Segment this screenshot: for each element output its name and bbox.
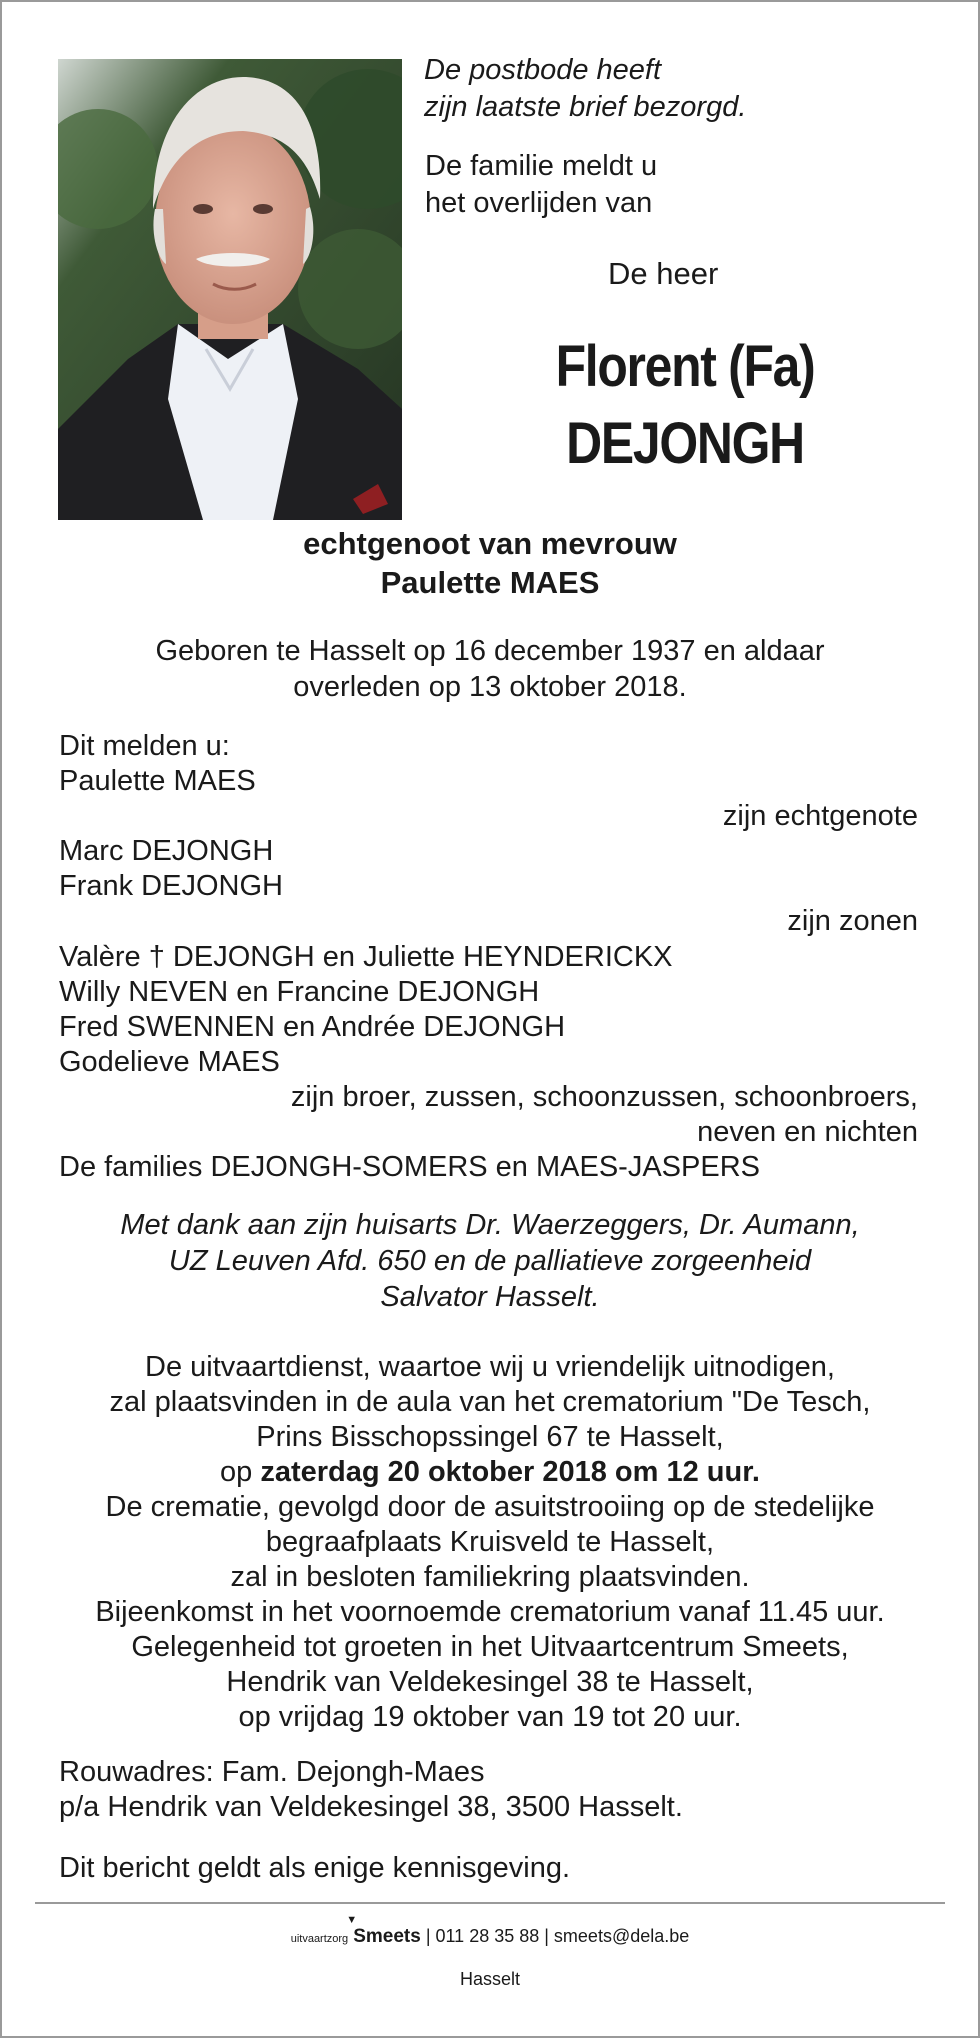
family-role: zijn echtgenote <box>722 800 918 832</box>
contact-info: | 011 28 35 88 | smeets@dela.be <box>420 1926 690 1946</box>
service-line: op vrijdag 19 oktober van 19 tot 20 uur. <box>238 1701 742 1733</box>
thanks-note <box>58 1207 922 1315</box>
deceased-name: Florent (Fa) <box>555 334 815 399</box>
spouse-name: Paulette MAES <box>380 565 600 600</box>
service-date-line <box>58 1455 922 1490</box>
intro-line: De familie meldt u <box>425 150 658 182</box>
thanks-line: UZ Leuven Afd. 650 en de palliatieve zorgeenheid <box>168 1245 812 1277</box>
family-member: Fred SWENNEN en Andrée DEJONGH <box>59 1011 566 1043</box>
family-intro: Dit melden u: <box>59 730 230 762</box>
birth-death-info <box>58 633 922 705</box>
funeral-home-city: Hasselt <box>459 1969 521 1989</box>
poem <box>424 52 746 126</box>
service-line: zal plaatsvinden in de aula van het crematorium "De Tesch, <box>109 1386 871 1418</box>
brand-prefix: uitvaartzorg <box>290 1933 349 1945</box>
service-line: Prins Bisschopssingel 67 te Hasselt, <box>256 1421 724 1453</box>
deceased-surname: DEJONGH <box>566 411 804 476</box>
service-line: Gelegenheid tot groeten in het Uitvaartcentrum Smeets, <box>131 1631 849 1663</box>
family-member: Marc DEJONGH <box>59 835 274 867</box>
family-member: Godelieve MAES <box>59 1046 280 1078</box>
family-member: Valère † DEJONGH en Juliette HEYNDERICKX <box>59 941 673 973</box>
brand-name: Smeets <box>353 1926 421 1947</box>
funeral-service-info <box>58 1350 922 1735</box>
family-role: zijn broer, zussen, schoonzussen, schoonbroers, <box>290 1081 918 1113</box>
mourning-address: p/a Hendrik van Veldekesingel 38, 3500 Hasselt. <box>59 1791 683 1823</box>
service-line: De uitvaartdienst, waartoe wij u vriendelijk uitnodigen, <box>145 1351 835 1383</box>
thanks-line: Salvator Hasselt. <box>380 1281 600 1313</box>
service-date-prefix: op <box>220 1456 261 1488</box>
birth-line: Geboren te Hasselt op 16 december 1937 en aldaar <box>155 635 825 667</box>
brand-logo <box>346 1914 421 1947</box>
triangle-mark-icon: ▼ <box>346 1914 358 1926</box>
poem-line: zijn laatste brief bezorgd. <box>424 91 747 123</box>
thanks-line: Met dank aan zijn huisarts Dr. Waerzeggers, Dr. Aumann, <box>120 1209 860 1241</box>
service-line: begraafplaats Kruisveld te Hasselt, <box>265 1526 715 1558</box>
intro-line: het overlijden van <box>425 187 653 219</box>
portrait-photo <box>58 59 402 520</box>
family-role: neven en nichten <box>697 1116 918 1148</box>
family-member: Frank DEJONGH <box>59 870 283 902</box>
divider <box>35 1902 945 1904</box>
service-line: Hendrik van Veldekesingel 38 te Hasselt, <box>226 1666 754 1698</box>
mourning-address: Rouwadres: Fam. Dejongh-Maes <box>59 1756 485 1788</box>
sole-notice: Dit bericht geldt als enige kennisgeving. <box>59 1852 571 1884</box>
family-member: Paulette MAES <box>59 765 256 797</box>
honorific: De heer <box>608 256 719 291</box>
family-role: zijn zonen <box>787 905 918 937</box>
death-line: overleden op 13 oktober 2018. <box>293 671 687 703</box>
funeral-home-contact <box>0 1914 980 1948</box>
service-line: De crematie, gevolgd door de asuitstrooiing op de stedelijke <box>105 1491 875 1523</box>
service-line: Bijeenkomst in het voornoemde crematorium vanaf 11.45 uur. <box>95 1596 885 1628</box>
spouse-label: echtgenoot van mevrouw <box>303 526 677 561</box>
service-date: zaterdag 20 oktober 2018 om 12 uur. <box>260 1456 760 1488</box>
families-line: De families DEJONGH-SOMERS en MAES-JASPERS <box>59 1151 760 1183</box>
family-member: Willy NEVEN en Francine DEJONGH <box>59 976 540 1008</box>
poem-line: De postbode heeft <box>424 54 662 86</box>
announcement-intro <box>425 148 657 222</box>
service-line: zal in besloten familiekring plaatsvinden. <box>230 1561 750 1593</box>
